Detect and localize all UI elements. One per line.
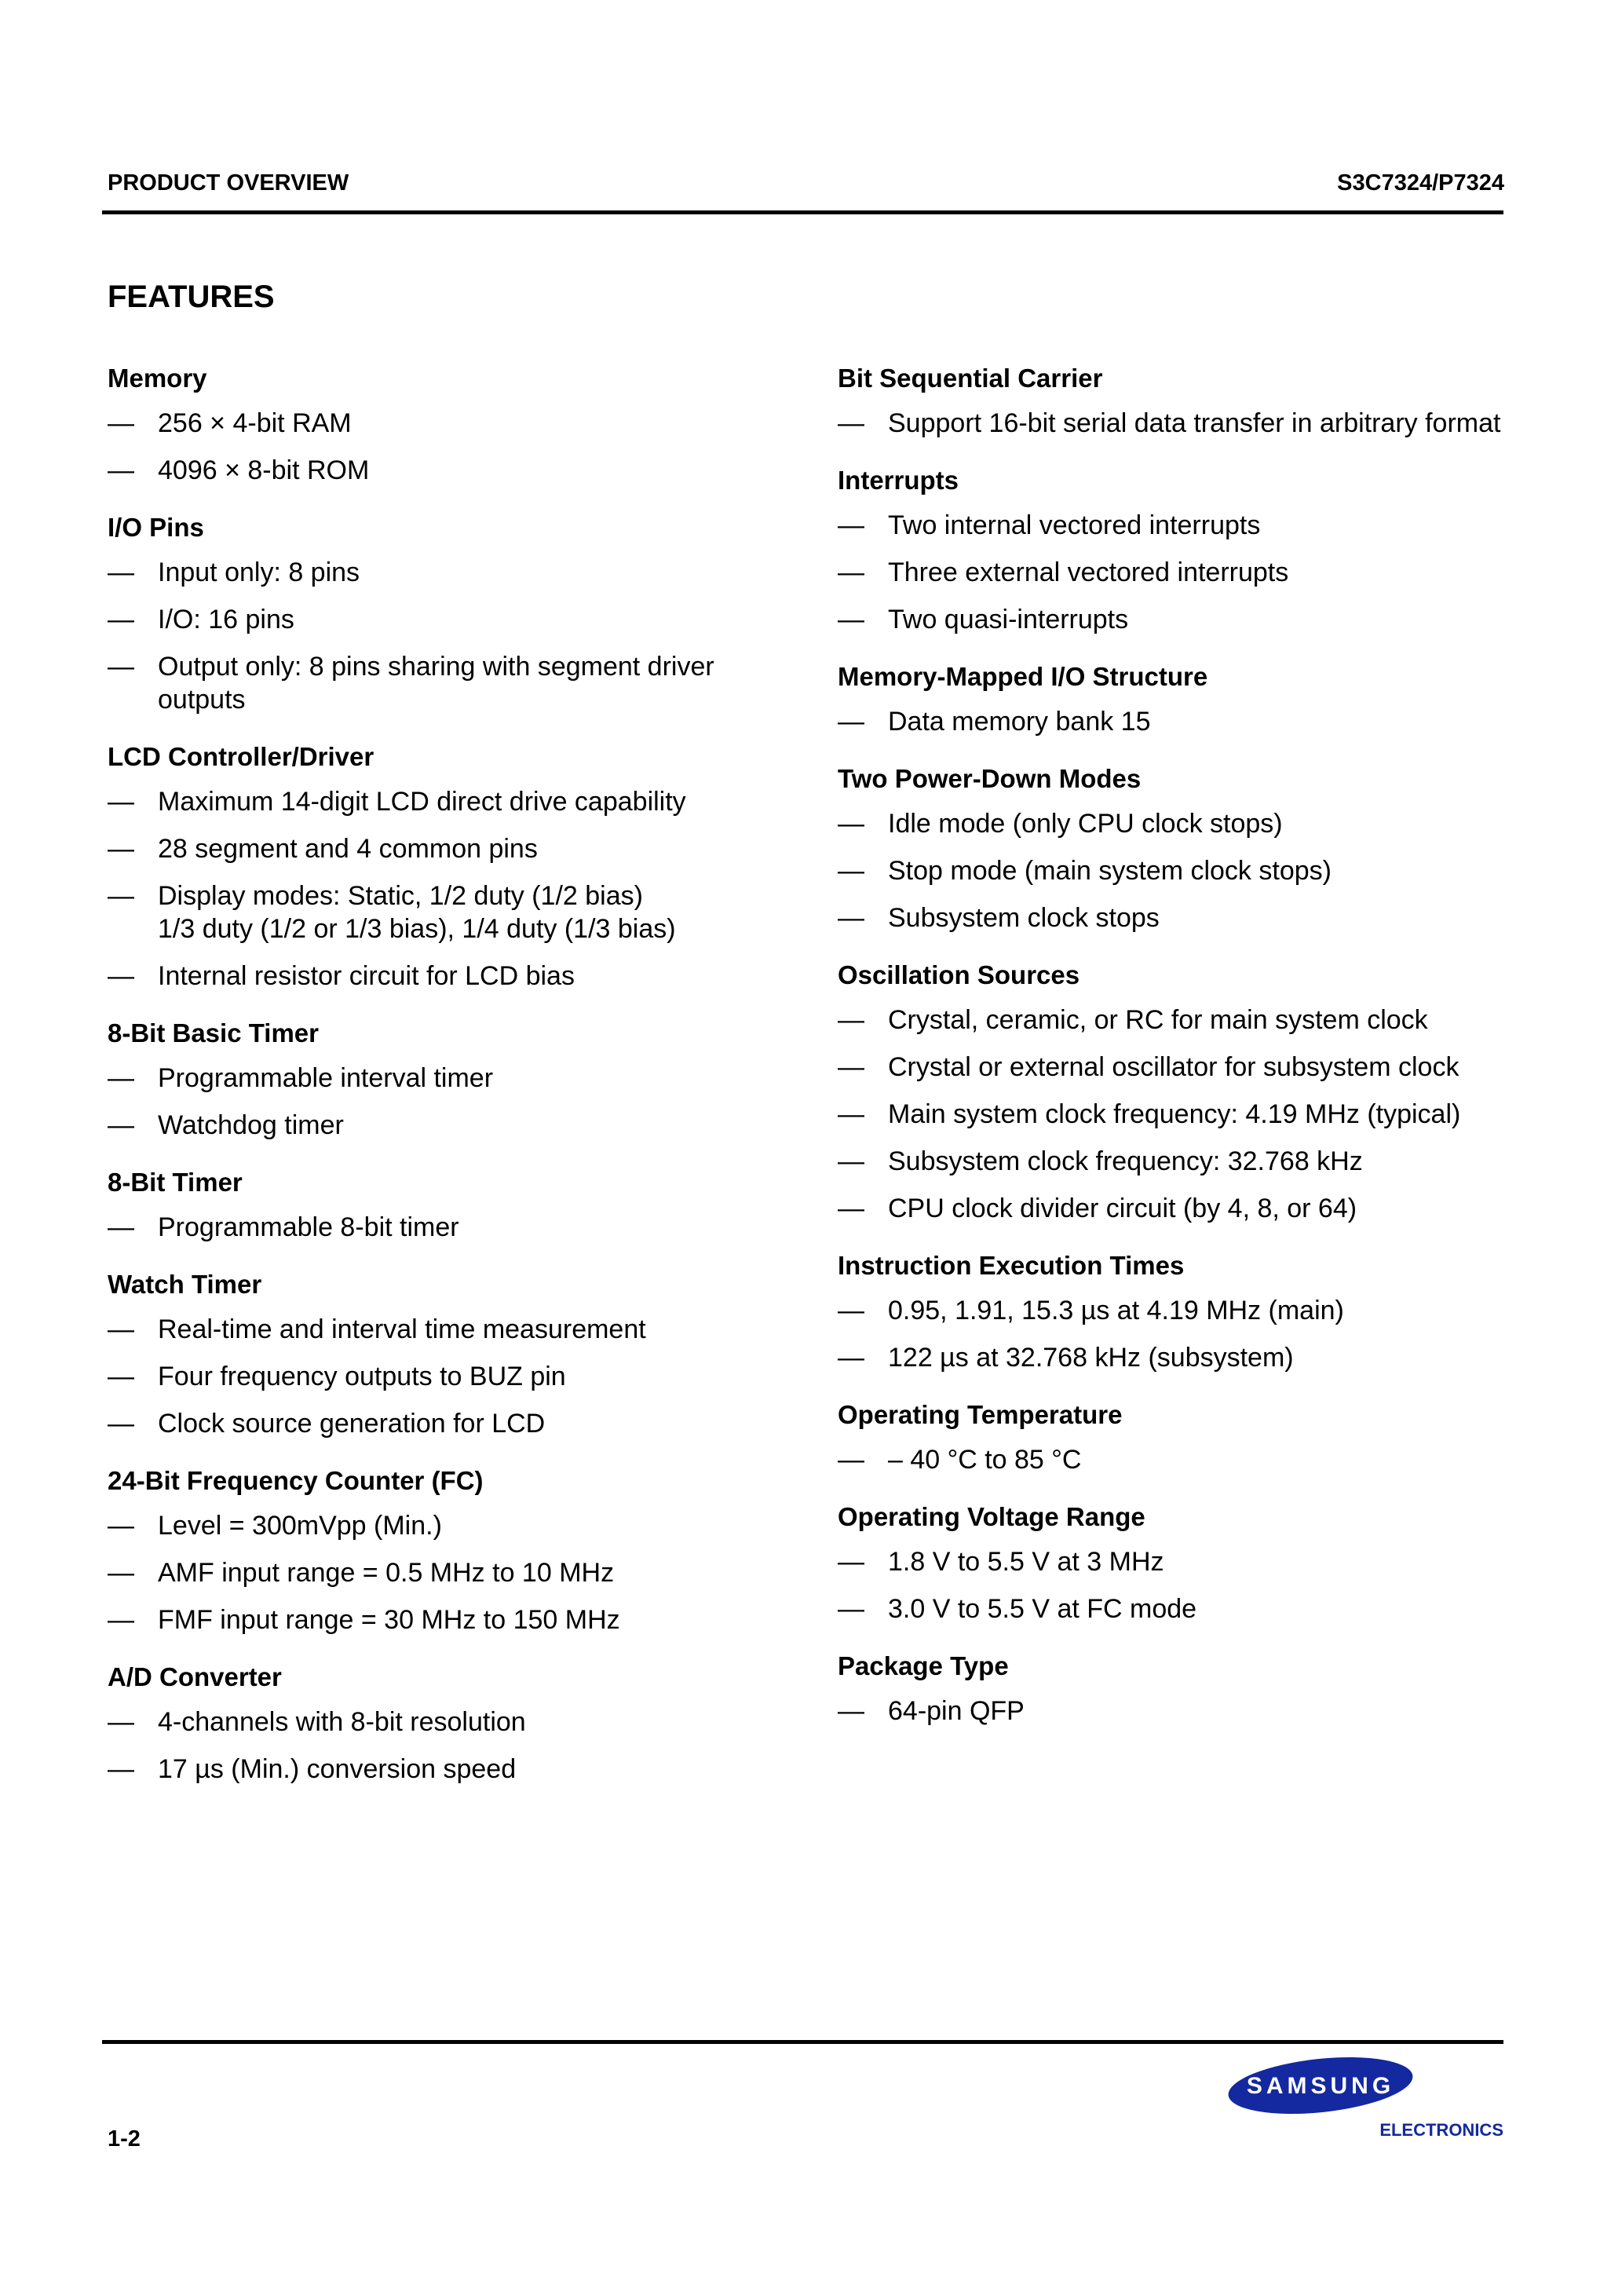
bullet-dash: — xyxy=(838,707,864,737)
feature-item xyxy=(838,1695,1513,1727)
feature-item xyxy=(838,1341,1513,1374)
bullet-dash: — xyxy=(108,834,134,864)
feature-item xyxy=(108,1313,767,1346)
feature-item-line: Four frequency outputs to BUZ pin xyxy=(158,1362,566,1391)
section-heading: Oscillation Sources xyxy=(838,960,1080,989)
bullet-dash: — xyxy=(108,652,134,682)
feature-item xyxy=(108,1556,767,1589)
feature-item-line: Two quasi-interrupts xyxy=(888,605,1129,634)
feature-item-line: Two internal vectored interrupts xyxy=(888,510,1261,540)
feature-item-line: 4-channels with 8-bit resolution xyxy=(158,1707,526,1737)
feature-item xyxy=(838,854,1513,887)
feature-item-line: Support 16-bit serial data transfer in arbitrary format xyxy=(888,408,1501,438)
feature-item xyxy=(838,1145,1513,1178)
feature-item-text xyxy=(888,407,1513,440)
feature-item xyxy=(838,807,1513,840)
feature-item xyxy=(838,603,1513,636)
bullet-dash: — xyxy=(838,408,864,438)
feature-item-text xyxy=(158,556,767,589)
bullet-dash: — xyxy=(108,1754,134,1784)
feature-section xyxy=(108,510,767,716)
feature-item xyxy=(108,879,767,945)
feature-item-text xyxy=(158,1360,767,1393)
feature-item-text xyxy=(888,1192,1513,1225)
feature-item-line: 0.95, 1.91, 15.3 µs at 4.19 MHz (main) xyxy=(888,1296,1344,1325)
header-part-number: S3C7324/P7324 xyxy=(1337,170,1504,196)
feature-item-line: Three external vectored interrupts xyxy=(888,558,1289,587)
feature-item-line: 4096 × 8-bit ROM xyxy=(158,455,370,485)
section-heading: Bit Sequential Carrier xyxy=(838,364,1103,393)
page-title: FEATURES xyxy=(108,280,275,314)
feature-section xyxy=(838,762,1513,934)
feature-item-text xyxy=(158,1603,767,1636)
feature-item-line: CPU clock divider circuit (by 4, 8, or 64) xyxy=(888,1194,1357,1223)
feature-item xyxy=(108,407,767,440)
logo-wordmark: SAMSUNG xyxy=(1246,2073,1395,2099)
feature-section xyxy=(838,1649,1513,1727)
bullet-dash: — xyxy=(108,1362,134,1391)
feature-item-line: Subsystem clock frequency: 32.768 kHz xyxy=(888,1146,1363,1176)
bullet-dash: — xyxy=(108,881,134,911)
page-number: 1-2 xyxy=(108,2126,141,2152)
feature-item-line: Programmable interval timer xyxy=(158,1063,494,1093)
feature-item-line: 28 segment and 4 common pins xyxy=(158,834,538,864)
feature-item xyxy=(838,407,1513,440)
feature-item xyxy=(838,1051,1513,1084)
bullet-dash: — xyxy=(108,605,134,634)
feature-section xyxy=(108,1267,767,1440)
feature-item xyxy=(108,1603,767,1636)
feature-item-text xyxy=(158,960,767,993)
section-heading: 8-Bit Basic Timer xyxy=(108,1018,319,1047)
feature-item-line: 17 µs (Min.) conversion speed xyxy=(158,1754,517,1784)
bullet-dash: — xyxy=(108,1511,134,1541)
feature-section xyxy=(838,1249,1513,1374)
right-column xyxy=(838,361,1513,1751)
feature-item-continuation: 1/3 duty (1/2 or 1/3 bias), 1/4 duty (1/3 bias) xyxy=(158,914,676,944)
feature-item xyxy=(108,650,767,716)
feature-item xyxy=(108,960,767,993)
feature-section xyxy=(838,1500,1513,1625)
bullet-dash: — xyxy=(838,1696,864,1726)
feature-item-text xyxy=(158,407,767,440)
feature-item-text xyxy=(888,1294,1513,1327)
feature-item-text xyxy=(888,1545,1513,1578)
feature-item-text xyxy=(158,1211,767,1244)
feature-item-line: Output only: 8 pins sharing with segment driver outputs xyxy=(158,652,714,715)
feature-item-text xyxy=(888,1341,1513,1374)
feature-item-text xyxy=(888,1004,1513,1036)
feature-item-text xyxy=(888,1443,1513,1476)
feature-item-text xyxy=(158,1313,767,1346)
feature-item-text xyxy=(158,1706,767,1738)
bullet-dash: — xyxy=(108,1558,134,1588)
feature-section xyxy=(838,463,1513,636)
feature-item-text xyxy=(158,1753,767,1786)
feature-item-line: Programmable 8-bit timer xyxy=(158,1212,459,1242)
feature-item-text xyxy=(888,901,1513,934)
feature-item-line: 64-pin QFP xyxy=(888,1696,1025,1726)
section-heading: 24-Bit Frequency Counter (FC) xyxy=(108,1466,484,1495)
section-heading: A/D Converter xyxy=(108,1662,282,1691)
logo-subtext: ELECTRONICS xyxy=(1379,2120,1503,2140)
feature-item-line: Clock source generation for LCD xyxy=(158,1409,546,1439)
feature-item-text xyxy=(158,650,767,716)
feature-item-line: Subsystem clock stops xyxy=(888,903,1160,933)
feature-section xyxy=(108,361,767,487)
feature-item-text xyxy=(888,556,1513,589)
feature-section xyxy=(108,1016,767,1142)
feature-item xyxy=(838,556,1513,589)
feature-item-text xyxy=(158,785,767,818)
bullet-dash: — xyxy=(838,1445,864,1475)
feature-item-text xyxy=(888,1592,1513,1625)
feature-item xyxy=(838,1443,1513,1476)
feature-item xyxy=(108,1753,767,1786)
bullet-dash: — xyxy=(108,558,134,587)
feature-item-text xyxy=(158,1556,767,1589)
feature-section xyxy=(838,1398,1513,1476)
feature-item-text xyxy=(158,1407,767,1440)
feature-item-text xyxy=(888,603,1513,636)
left-column xyxy=(108,361,767,1809)
feature-item-text xyxy=(888,854,1513,887)
bullet-dash: — xyxy=(108,1063,134,1093)
feature-item-text xyxy=(158,1109,767,1142)
feature-item xyxy=(108,1706,767,1738)
feature-item-text xyxy=(158,832,767,865)
feature-item-line: Input only: 8 pins xyxy=(158,558,360,587)
bullet-dash: — xyxy=(108,1110,134,1140)
feature-item xyxy=(108,1211,767,1244)
feature-item-line: Watchdog timer xyxy=(158,1110,344,1140)
feature-item-line: I/O: 16 pins xyxy=(158,605,294,634)
bullet-dash: — xyxy=(838,1194,864,1223)
feature-item xyxy=(108,556,767,589)
feature-item-text xyxy=(888,705,1513,738)
footer-rule xyxy=(102,2040,1503,2044)
feature-item-text xyxy=(888,1098,1513,1131)
feature-item xyxy=(838,509,1513,542)
feature-item-line: Internal resistor circuit for LCD bias xyxy=(158,961,575,991)
section-heading: Operating Temperature xyxy=(838,1400,1123,1429)
section-heading: Instruction Execution Times xyxy=(838,1251,1185,1280)
bullet-dash: — xyxy=(838,809,864,839)
feature-item-line: Main system clock frequency: 4.19 MHz (typical) xyxy=(888,1099,1461,1129)
feature-item xyxy=(838,1294,1513,1327)
feature-item xyxy=(108,1509,767,1542)
bullet-dash: — xyxy=(108,455,134,485)
feature-section xyxy=(108,740,767,993)
feature-item-text xyxy=(888,1695,1513,1727)
bullet-dash: — xyxy=(838,1594,864,1624)
feature-item-line: – 40 °C to 85 °C xyxy=(888,1445,1082,1475)
bullet-dash: — xyxy=(108,408,134,438)
feature-item xyxy=(108,1360,767,1393)
feature-section xyxy=(108,1464,767,1636)
header-section-title: PRODUCT OVERVIEW xyxy=(108,170,349,196)
bullet-dash: — xyxy=(838,558,864,587)
feature-item-text xyxy=(158,879,767,945)
section-heading: Two Power-Down Modes xyxy=(838,764,1142,793)
feature-item xyxy=(838,901,1513,934)
feature-item-text xyxy=(888,807,1513,840)
feature-item-line: Real-time and interval time measurement xyxy=(158,1314,646,1344)
feature-item-line: Data memory bank 15 xyxy=(888,707,1151,737)
feature-item-line: 122 µs at 32.768 kHz (subsystem) xyxy=(888,1343,1294,1373)
feature-section xyxy=(838,361,1513,440)
header-rule xyxy=(102,210,1503,214)
bullet-dash: — xyxy=(108,1605,134,1635)
bullet-dash: — xyxy=(838,856,864,886)
feature-item-line: AMF input range = 0.5 MHz to 10 MHz xyxy=(158,1558,615,1588)
feature-item-line: 256 × 4-bit RAM xyxy=(158,408,352,438)
bullet-dash: — xyxy=(108,787,134,817)
feature-item-text xyxy=(158,1509,767,1542)
section-heading: LCD Controller/Driver xyxy=(108,742,374,771)
feature-item xyxy=(108,1109,767,1142)
bullet-dash: — xyxy=(838,1547,864,1577)
feature-item-line: 3.0 V to 5.5 V at FC mode xyxy=(888,1594,1197,1624)
samsung-logo xyxy=(1225,2057,1507,2152)
feature-item xyxy=(838,1192,1513,1225)
feature-item-text xyxy=(888,1051,1513,1084)
feature-item-line: 1.8 V to 5.5 V at 3 MHz xyxy=(888,1547,1164,1577)
bullet-dash: — xyxy=(838,1005,864,1035)
bullet-dash: — xyxy=(108,961,134,991)
feature-item-line: Maximum 14-digit LCD direct drive capability xyxy=(158,787,686,817)
feature-section xyxy=(838,660,1513,738)
bullet-dash: — xyxy=(108,1707,134,1737)
bullet-dash: — xyxy=(108,1212,134,1242)
feature-item xyxy=(108,832,767,865)
bullet-dash: — xyxy=(108,1409,134,1439)
feature-item-text xyxy=(888,1145,1513,1178)
bullet-dash: — xyxy=(838,1146,864,1176)
feature-item xyxy=(108,785,767,818)
bullet-dash: — xyxy=(838,1052,864,1082)
feature-item xyxy=(838,1592,1513,1625)
feature-item xyxy=(838,1098,1513,1131)
feature-item-text xyxy=(158,454,767,487)
bullet-dash: — xyxy=(838,1343,864,1373)
section-heading: Memory-Mapped I/O Structure xyxy=(838,662,1208,691)
feature-item xyxy=(838,1545,1513,1578)
feature-item-text xyxy=(158,603,767,636)
bullet-dash: — xyxy=(838,1296,864,1325)
feature-item xyxy=(108,603,767,636)
feature-section xyxy=(108,1660,767,1786)
feature-item-line: FMF input range = 30 MHz to 150 MHz xyxy=(158,1605,620,1635)
bullet-dash: — xyxy=(838,1099,864,1129)
feature-item-line: Level = 300mVpp (Min.) xyxy=(158,1511,442,1541)
feature-item xyxy=(108,454,767,487)
feature-item-line: Display modes: Static, 1/2 duty (1/2 bias) xyxy=(158,881,643,911)
section-heading: 8-Bit Timer xyxy=(108,1168,243,1197)
feature-item-line: Stop mode (main system clock stops) xyxy=(888,856,1332,886)
bullet-dash: — xyxy=(838,605,864,634)
bullet-dash: — xyxy=(108,1314,134,1344)
section-heading: Watch Timer xyxy=(108,1270,262,1299)
section-heading: Operating Voltage Range xyxy=(838,1502,1145,1531)
feature-item-line: Crystal, ceramic, or RC for main system clock xyxy=(888,1005,1428,1035)
bullet-dash: — xyxy=(838,903,864,933)
feature-section xyxy=(108,1165,767,1244)
feature-item-line: Idle mode (only CPU clock stops) xyxy=(888,809,1283,839)
feature-item xyxy=(838,705,1513,738)
feature-item-text xyxy=(158,1062,767,1095)
section-heading: I/O Pins xyxy=(108,513,204,542)
section-heading: Memory xyxy=(108,364,207,393)
feature-item xyxy=(108,1407,767,1440)
section-heading: Package Type xyxy=(838,1651,1009,1680)
feature-item xyxy=(838,1004,1513,1036)
section-heading: Interrupts xyxy=(838,466,959,495)
feature-section xyxy=(838,958,1513,1225)
feature-item-text xyxy=(888,509,1513,542)
feature-item xyxy=(108,1062,767,1095)
bullet-dash: — xyxy=(838,510,864,540)
feature-item-line: Crystal or external oscillator for subsystem clock xyxy=(888,1052,1459,1082)
